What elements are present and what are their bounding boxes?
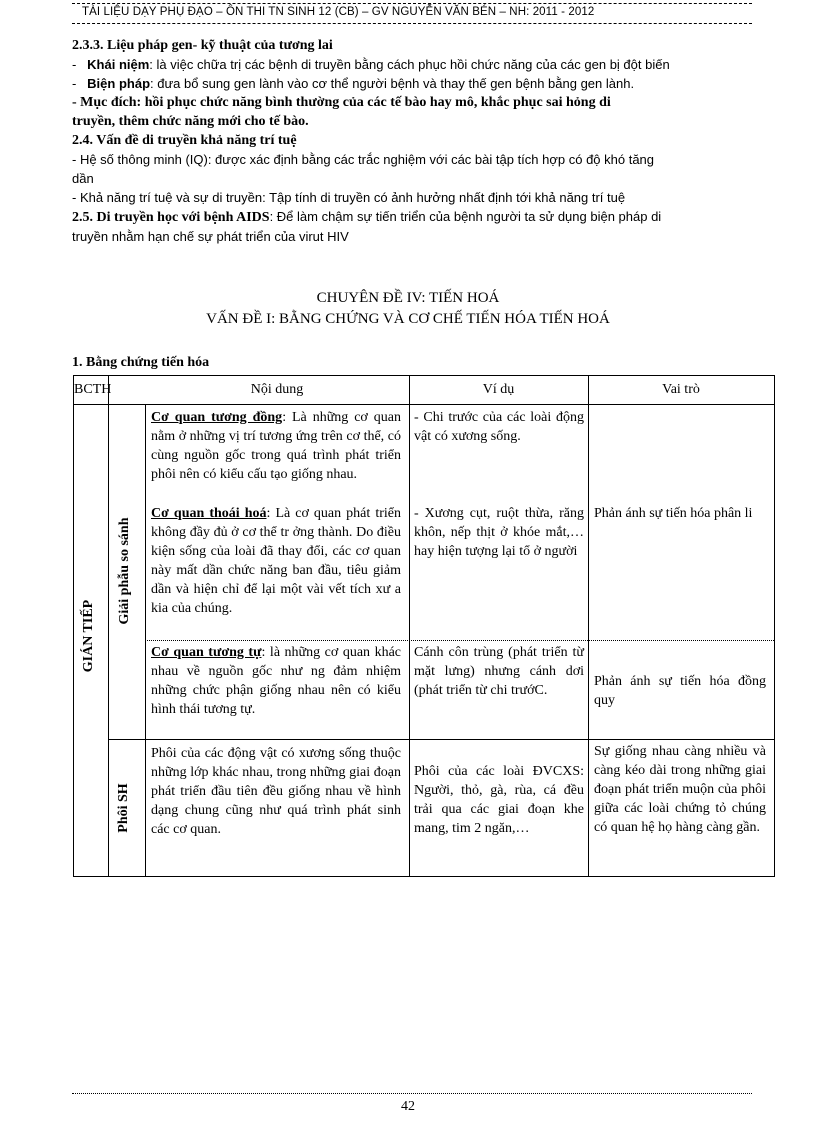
bullet-muc-dich-line2: truyền, thêm chức năng mới cho tế bào. bbox=[72, 114, 309, 129]
bullet-label: Biện pháp bbox=[87, 76, 151, 91]
header-rule bbox=[74, 404, 774, 405]
bullet-muc-dich-line1: - Mục đích: hồi phục chức năng bình thường của các tế bào hay mô, khắc phục sai hỏng di bbox=[72, 95, 611, 110]
th-noi-dung: Nội dung bbox=[250, 382, 304, 397]
bullet-text: : là việc chữa trị các bệnh di truyền bằng cách phục hồi chức năng của các gen bị đột biến bbox=[149, 57, 670, 72]
example-thoai-hoa: - Xương cụt, ruột thừa, răng khôn, nếp thịt ở khóe mắt,… hay hiện tượng lại tổ ở người bbox=[414, 506, 584, 559]
chuyen-de-title: CHUYÊN ĐỀ IV: TIẾN HOÁ bbox=[316, 290, 500, 306]
sub-label-phoi-sh: Phôi SH bbox=[116, 783, 131, 833]
col-divider bbox=[108, 376, 109, 876]
text-tuong-dong: : Là những cơ quan nằm ở những vị trí tương ứng trên cơ thể, có cùng nguồn gốc trong quá trình phát triển phôi nên có kiểu cấu tạo giống nhau. bbox=[151, 410, 401, 482]
bullet-iq-line1: - Hệ số thông minh (IQ): được xác định bằng các trắc nghiệm với các bài tập tích hợp có độ khó tăng bbox=[72, 152, 655, 167]
page-number: 42 bbox=[401, 1099, 415, 1114]
bullet-bien-phap: - Biện pháp: đưa bổ sung gen lành vào cơ thể người bệnh và thay thế gen bệnh bằng gen lành. bbox=[72, 76, 635, 91]
th-vai-tro: Vai trò bbox=[662, 382, 700, 397]
footer-rule bbox=[72, 1093, 752, 1094]
term-tuong-dong: Cơ quan tương đồng bbox=[151, 410, 283, 425]
cell-phoi-sinh-hoc: Phôi của các động vật có xương sống thuộc những lớp khác nhau, trong những giai đoạn phát triển đầu tiên đều giống nhau về hình dạng chung cũng như quá trình phát sinh các cơ quan. bbox=[151, 746, 401, 837]
cell-co-quan-tuong-tu bbox=[151, 643, 401, 719]
role-ho-hang: Sự giống nhau càng nhiều và càng kéo dài trong những giai đoạn phát triển muộn của phôi giữa các loài chứng tỏ chúng có quan hệ họ hàng càng gần. bbox=[594, 744, 766, 835]
col-divider bbox=[588, 376, 589, 876]
header-top-rule bbox=[72, 3, 752, 4]
section-title-25: 2.5. Di truyền học với bệnh AIDS bbox=[72, 210, 270, 225]
bullet-iq-line2: dần bbox=[72, 171, 94, 186]
bullet-label: Khái niệm bbox=[87, 57, 150, 72]
example-phoi: Phôi của các loài ĐVCXS: Người, thỏ, gà, rùa, cá đều trải qua các giai đoạn khe mang, tim 2 ngăn,… bbox=[414, 764, 584, 836]
example-tuong-dong: - Chi trước của các loài động vật có xương sống. bbox=[414, 410, 584, 444]
section-25-text: : Để làm chậm sự tiến triển của bệnh người ta sử dụng biện pháp di bbox=[269, 209, 662, 224]
text-thoai-hoa: : Là cơ quan phát triển không đầy đủ ở cơ thể tr ởng thành. Do điều kiện sống của loài đã thay đổi, các cơ quan này mất dần chức năng ban đầu, tiêu giảm dần và hiện chỉ để lại một vài vết tích xư a kia của chúng. bbox=[151, 506, 401, 616]
running-header: TÀI LIỆU DẠY PHỤ ĐẠO – ÔN THI TN SINH 12 (CB) – GV NGUYỄN VĂN BÉN – NH: 2011 - 2012 bbox=[72, 6, 752, 24]
cell-co-quan-tuong-dong bbox=[151, 408, 401, 484]
text-tuong-tu: : là những cơ quan khác nhau về nguồn gốc như ng đảm nhiệm những chức phận giống nhau nên có kiểu hình thái tương tự. bbox=[151, 645, 402, 717]
evidence-table bbox=[73, 375, 775, 877]
th-bcth: BCTH bbox=[74, 382, 112, 397]
bullet-khai-niem: - Khái niệm: là việc chữa trị các bệnh di truyền bằng cách phục hồi chức năng của các gen bị đột biến bbox=[72, 57, 670, 72]
role-dong-quy: Phản ánh sự tiến hóa đồng quy bbox=[594, 674, 766, 708]
sub-label-giai-phau: Giải phẫu so sánh bbox=[117, 517, 132, 625]
term-thoai-hoa: Cơ quan thoái hoá bbox=[151, 506, 267, 521]
group-label-gian-tiep: GIÁN TIẾP bbox=[81, 599, 96, 673]
section-title-24: 2.4. Vấn đề di truyền khả năng trí tuệ bbox=[72, 133, 297, 148]
van-de-title: VẤN ĐỀ I: BẰNG CHỨNG VÀ CƠ CHẾ TIẾN HÓA TIẾN HOÁ bbox=[206, 311, 610, 327]
cell-co-quan-thoai-hoa bbox=[151, 504, 401, 618]
example-tuong-tu: Cánh côn trùng (phát triển từ mặt lưng) nhưng cánh dơi (phát triển từ chi trướC. bbox=[414, 645, 584, 698]
bullet-tri-tue: - Khả năng trí tuệ và sự di truyền: Tập tính di truyền có ảnh hưởng nhất định tới khả năng trí tuệ bbox=[72, 190, 626, 205]
body-text bbox=[72, 36, 744, 246]
term-tuong-tu: Cơ quan tương tự bbox=[151, 645, 262, 660]
row-rule bbox=[108, 739, 774, 740]
th-vi-du: Ví dụ bbox=[482, 382, 515, 397]
section-25-line1 bbox=[72, 207, 744, 227]
bullet-text: : đưa bổ sung gen lành vào cơ thể người bệnh và thay thế gen bệnh bằng gen lành. bbox=[150, 76, 635, 91]
row-rule bbox=[145, 640, 774, 641]
section-title-233: 2.3.3. Liệu pháp gen- kỹ thuật của tương lai bbox=[72, 38, 333, 53]
col-divider bbox=[409, 376, 410, 876]
table-title: 1. Bằng chứng tiến hóa bbox=[72, 355, 210, 370]
role-phan-li: Phản ánh sự tiến hóa phân li bbox=[594, 506, 753, 521]
section-25-line2: truyền nhằm hạn chế sự phát triển của virut HIV bbox=[72, 229, 349, 244]
